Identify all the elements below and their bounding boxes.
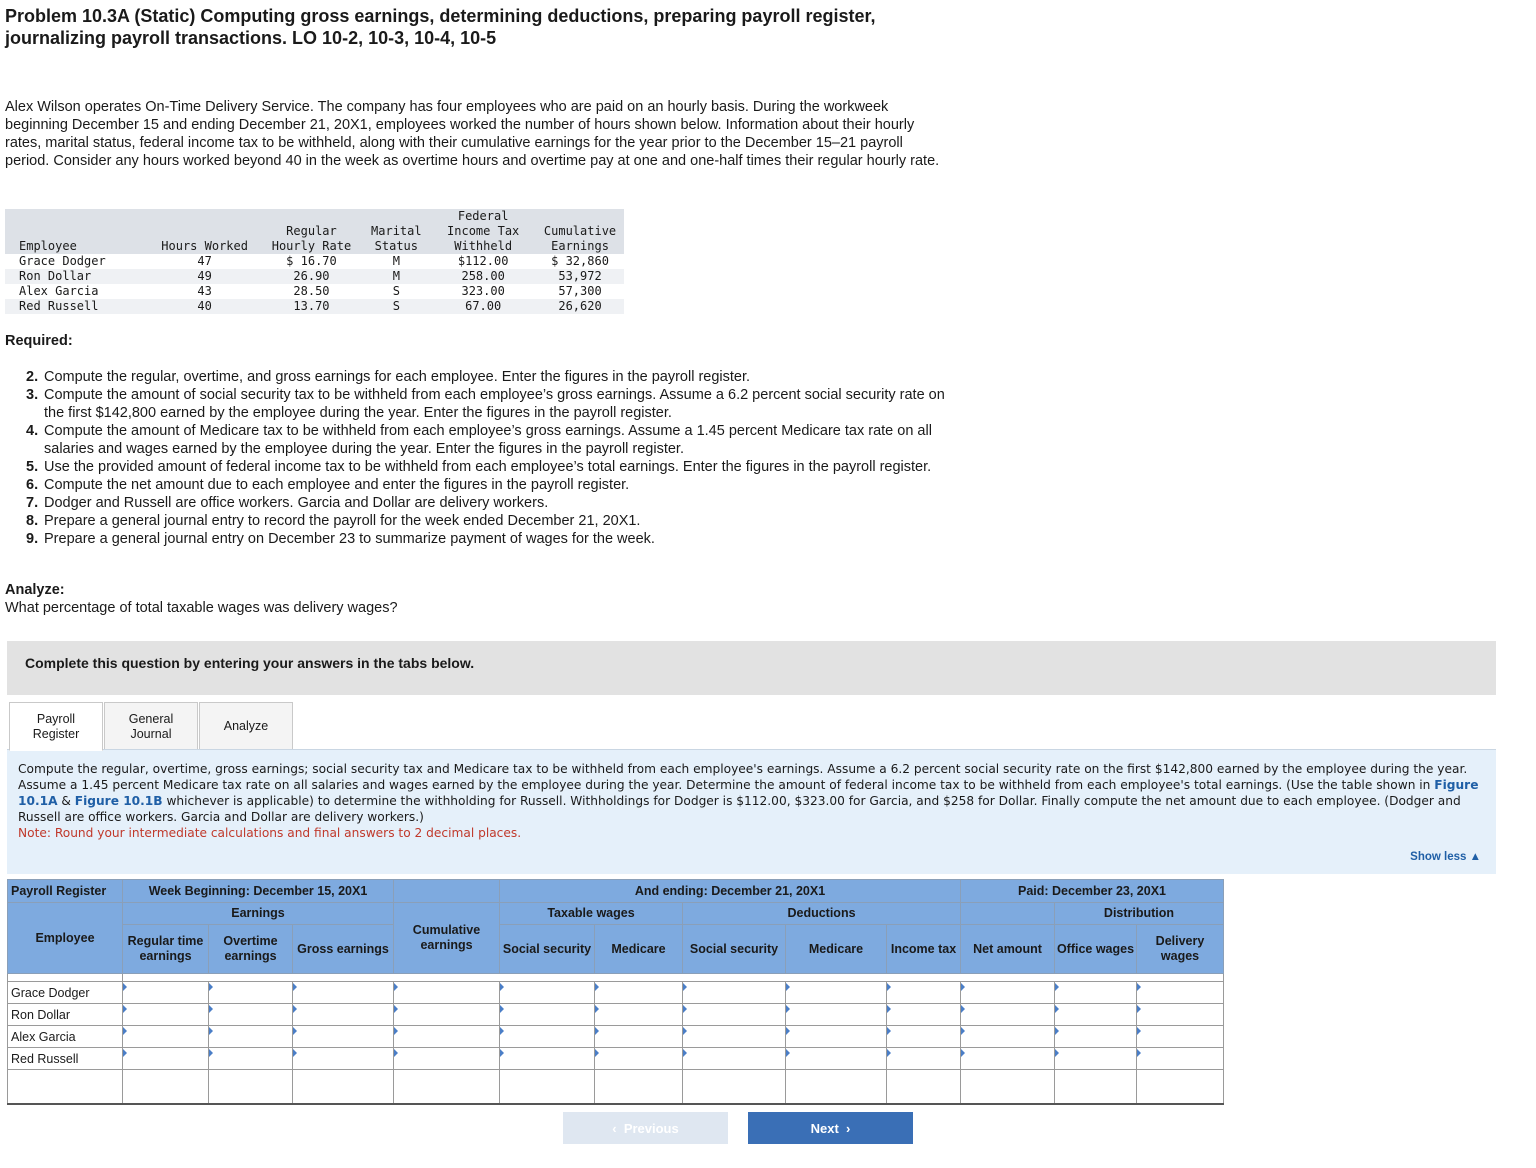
register-input-cell[interactable]: [961, 982, 1055, 1004]
register-input-cell[interactable]: [1137, 1026, 1224, 1048]
register-total-cell[interactable]: [683, 1070, 786, 1105]
figure-10-1b-link[interactable]: Figure 10.1B: [74, 794, 163, 808]
register-input-cell[interactable]: [683, 1048, 786, 1070]
list-item: 8. Prepare a general journal entry to record the payroll for the week ended December 21, 20X1.: [26, 513, 641, 529]
list-item: 4. Compute the amount of Medicare tax to be withheld from each employee’s gross earnings. Assume a 1.45 percent Medicare tax rate on all salaries and wages earned by the employee during the year. Enter the figures in the payroll register.: [26, 423, 932, 457]
col-deduction-medicare: Medicare: [786, 925, 887, 974]
register-input-cell[interactable]: [1055, 982, 1137, 1004]
register-input-cell[interactable]: [1137, 982, 1224, 1004]
employee-name: Ron Dollar: [8, 1004, 123, 1026]
register-input-cell[interactable]: [786, 982, 887, 1004]
register-input-cell[interactable]: [786, 1004, 887, 1026]
next-button[interactable]: Next ›: [748, 1112, 913, 1144]
table-row: Red Russell 40 13.70 S 67.00 26,620: [5, 299, 624, 314]
table-row: Ron Dollar 49 26.90 M 258.00 53,972: [5, 269, 624, 284]
analyze-heading: Analyze:: [5, 582, 65, 598]
required-list: [26, 368, 946, 548]
col-overtime: Overtime earnings: [209, 925, 293, 974]
register-input-cell[interactable]: [683, 1004, 786, 1026]
register-input-cell[interactable]: [786, 1048, 887, 1070]
register-input-cell[interactable]: [1137, 1004, 1224, 1026]
register-total-cell[interactable]: [786, 1070, 887, 1105]
col-regular-time: Regular time earnings: [123, 925, 209, 974]
register-total-cell[interactable]: [293, 1070, 394, 1105]
register-input-cell[interactable]: [961, 1026, 1055, 1048]
col-header-employee: Employee: [5, 209, 149, 254]
list-item: 5. Use the provided amount of federal income tax to be withheld from each employee’s total earnings. Enter the figures in the payroll register.: [26, 459, 932, 475]
register-input-cell[interactable]: [683, 982, 786, 1004]
list-item: 7. Dodger and Russell are office workers. Garcia and Dollar are delivery workers.: [26, 495, 549, 511]
list-item: 9. Prepare a general journal entry on December 23 to summarize payment of wages for the week.: [26, 531, 655, 547]
register-input-cell[interactable]: [786, 1026, 887, 1048]
figure-10-1a-link[interactable]: Figure 10.1A: [18, 778, 1479, 808]
register-input-cell[interactable]: [500, 982, 595, 1004]
cumulative-header: Cumulative earnings: [394, 903, 500, 974]
table-row: [8, 1026, 1224, 1048]
show-less-link[interactable]: Show less ▲: [1410, 851, 1481, 863]
register-input-cell[interactable]: [123, 1004, 209, 1026]
col-header-hours: Hours Worked: [149, 209, 261, 254]
register-input-cell[interactable]: [887, 1026, 961, 1048]
register-input-cell[interactable]: [209, 1026, 293, 1048]
register-total-cell[interactable]: [887, 1070, 961, 1105]
analyze-question: What percentage of total taxable wages was delivery wages?: [5, 600, 398, 616]
list-item: 2. Compute the regular, overtime, and gross earnings for each employee. Enter the figures in the payroll register.: [26, 369, 751, 385]
register-input-cell[interactable]: [500, 1004, 595, 1026]
week-beginning: Week Beginning: December 15, 20X1: [123, 880, 394, 903]
col-net-amount: Net amount: [961, 925, 1055, 974]
col-deduction-ss: Social security: [683, 925, 786, 974]
employee-name: Grace Dodger: [8, 982, 123, 1004]
register-input-cell[interactable]: [293, 1026, 394, 1048]
register-input-cell[interactable]: [595, 1048, 683, 1070]
register-input-cell[interactable]: [500, 1048, 595, 1070]
register-input-cell[interactable]: [293, 1048, 394, 1070]
table-row: [8, 982, 1224, 1004]
register-input-cell[interactable]: [1055, 1026, 1137, 1048]
register-total-cell[interactable]: [961, 1070, 1055, 1105]
register-total-cell[interactable]: [123, 1070, 209, 1105]
previous-button[interactable]: ‹ Previous: [563, 1112, 728, 1144]
col-taxable-medicare: Medicare: [595, 925, 683, 974]
register-total-cell[interactable]: [394, 1070, 500, 1105]
register-input-cell[interactable]: [887, 1048, 961, 1070]
register-input-cell[interactable]: [293, 1004, 394, 1026]
register-input-cell[interactable]: [961, 1004, 1055, 1026]
paid-date: Paid: December 23, 20X1: [961, 880, 1224, 903]
register-input-cell[interactable]: [887, 1004, 961, 1026]
list-item: 6. Compute the net amount due to each employee and enter the figures in the payroll register.: [26, 477, 630, 493]
week-ending: And ending: December 21, 20X1: [500, 880, 961, 903]
table-row: [8, 1048, 1224, 1070]
register-title: Payroll Register: [8, 880, 123, 903]
register-total-cell[interactable]: [1137, 1070, 1224, 1105]
list-item: 3. Compute the amount of social security tax to be withheld from each employee’s gross earnings. Assume a 6.2 percent social security rate on the first $142,800 earned by the employee during the year. Enter the figures in the payroll register.: [26, 387, 945, 421]
deductions-header: Deductions: [683, 903, 961, 925]
employee-header: Employee: [8, 903, 123, 974]
totals-row: [8, 1070, 1224, 1105]
required-heading: Required:: [5, 333, 73, 349]
instructions-banner: Complete this question by entering your answers in the tabs below.: [7, 641, 1496, 695]
register-input-cell[interactable]: [683, 1026, 786, 1048]
col-office-wages: Office wages: [1055, 925, 1137, 974]
register-input-cell[interactable]: [293, 982, 394, 1004]
col-header-marital: Marital Status: [362, 209, 430, 254]
register-input-cell[interactable]: [595, 982, 683, 1004]
rounding-note: Note: Round your intermediate calculations and final answers to 2 decimal places.: [18, 826, 522, 840]
employee-name: Red Russell: [8, 1048, 123, 1070]
employee-name: Alex Garcia: [8, 1026, 123, 1048]
col-taxable-ss: Social security: [500, 925, 595, 974]
tab-analyze[interactable]: Analyze: [199, 702, 293, 751]
table-row: [8, 1004, 1224, 1026]
tab-general-journal[interactable]: General Journal: [104, 702, 198, 751]
register-input-cell[interactable]: [961, 1048, 1055, 1070]
col-header-rate: Regular Hourly Rate: [261, 209, 363, 254]
register-input-cell[interactable]: [209, 1048, 293, 1070]
col-header-fit: Federal Income Tax Withheld: [430, 209, 536, 254]
payroll-register-table: [7, 879, 1224, 1105]
earnings-header: Earnings: [123, 903, 394, 925]
col-income-tax: Income tax: [887, 925, 961, 974]
register-input-cell[interactable]: [123, 1026, 209, 1048]
register-input-cell[interactable]: [1055, 1048, 1137, 1070]
register-total-cell[interactable]: [500, 1070, 595, 1105]
table-row: Alex Garcia 43 28.50 S 323.00 57,300: [19, 284, 602, 298]
taxable-wages-header: Taxable wages: [500, 903, 683, 925]
register-input-cell[interactable]: [209, 1004, 293, 1026]
register-input-cell[interactable]: [394, 1048, 500, 1070]
problem-title: Problem 10.3A (Static) Computing gross earnings, determining deductions, preparing payroll register, journalizing payroll transactions. LO 10-2, 10-3, 10-4, 10-5: [5, 6, 876, 48]
register-total-cell[interactable]: [1055, 1070, 1137, 1105]
table-row: Grace Dodger 47 $ 16.70 M $112.00 $ 32,860: [19, 254, 609, 268]
register-input-cell[interactable]: [123, 982, 209, 1004]
register-input-cell[interactable]: [887, 982, 961, 1004]
register-input-cell[interactable]: [394, 1004, 500, 1026]
register-input-cell[interactable]: [209, 982, 293, 1004]
register-input-cell[interactable]: [500, 1026, 595, 1048]
employee-data-table: [5, 209, 624, 314]
col-header-cumulative: Cumulative Earnings: [536, 209, 624, 254]
col-gross: Gross earnings: [293, 925, 394, 974]
register-input-cell[interactable]: [394, 1026, 500, 1048]
tab-payroll-register[interactable]: Payroll Register: [9, 702, 103, 751]
register-input-cell[interactable]: [1055, 1004, 1137, 1026]
register-input-cell[interactable]: [394, 982, 500, 1004]
tab-instructions: Compute the regular, overtime, gross earnings; social security tax and Medicare tax to be withheld from each employee's earnings. Assume a 6.2 percent social security rate on the first $142,800 earned by the employee during the year. Assume a 1.45 percent Medicare tax rate on all salaries and wages earned by the employee during the year. Determine the amount of federal income tax to be withheld from each employee's total earnings. (Use the table shown in Figure 10.1A & Figure 10.1B whichever is applicable) to determine the withholding for Russell. Withholdings for Dodger is $112.00, $323.00 for Garcia, and $258 for Dollar. Finally compute the net amount due to each employee. (Dodger and Russell are office workers. Garcia and Dollar are delivery workers.) Note: Round your intermediate calculations and final answers to 2 decimal places. Show less ▲: [7, 749, 1496, 874]
col-delivery-wages: Delivery wages: [1137, 925, 1224, 974]
register-input-cell[interactable]: [595, 1004, 683, 1026]
problem-intro: Alex Wilson operates On-Time Delivery Service. The company has four employees who are paid on an hourly basis. During the workweek beginning December 15 and ending December 21, 20X1, employees worked the number of hours shown below. Information about their hourly rates, marital status, federal income tax to be withheld, along with their cumulative earnings for the year prior to the December 15–21 payroll period. Consider any hours worked beyond 40 in the week as overtime hours and overtime pay at one and one-half times their regular hourly rate.: [5, 99, 940, 169]
register-input-cell[interactable]: [1137, 1048, 1224, 1070]
register-input-cell[interactable]: [123, 1048, 209, 1070]
distribution-header: Distribution: [1055, 903, 1224, 925]
register-total-cell[interactable]: [595, 1070, 683, 1105]
register-input-cell[interactable]: [595, 1026, 683, 1048]
register-total-cell[interactable]: [209, 1070, 293, 1105]
